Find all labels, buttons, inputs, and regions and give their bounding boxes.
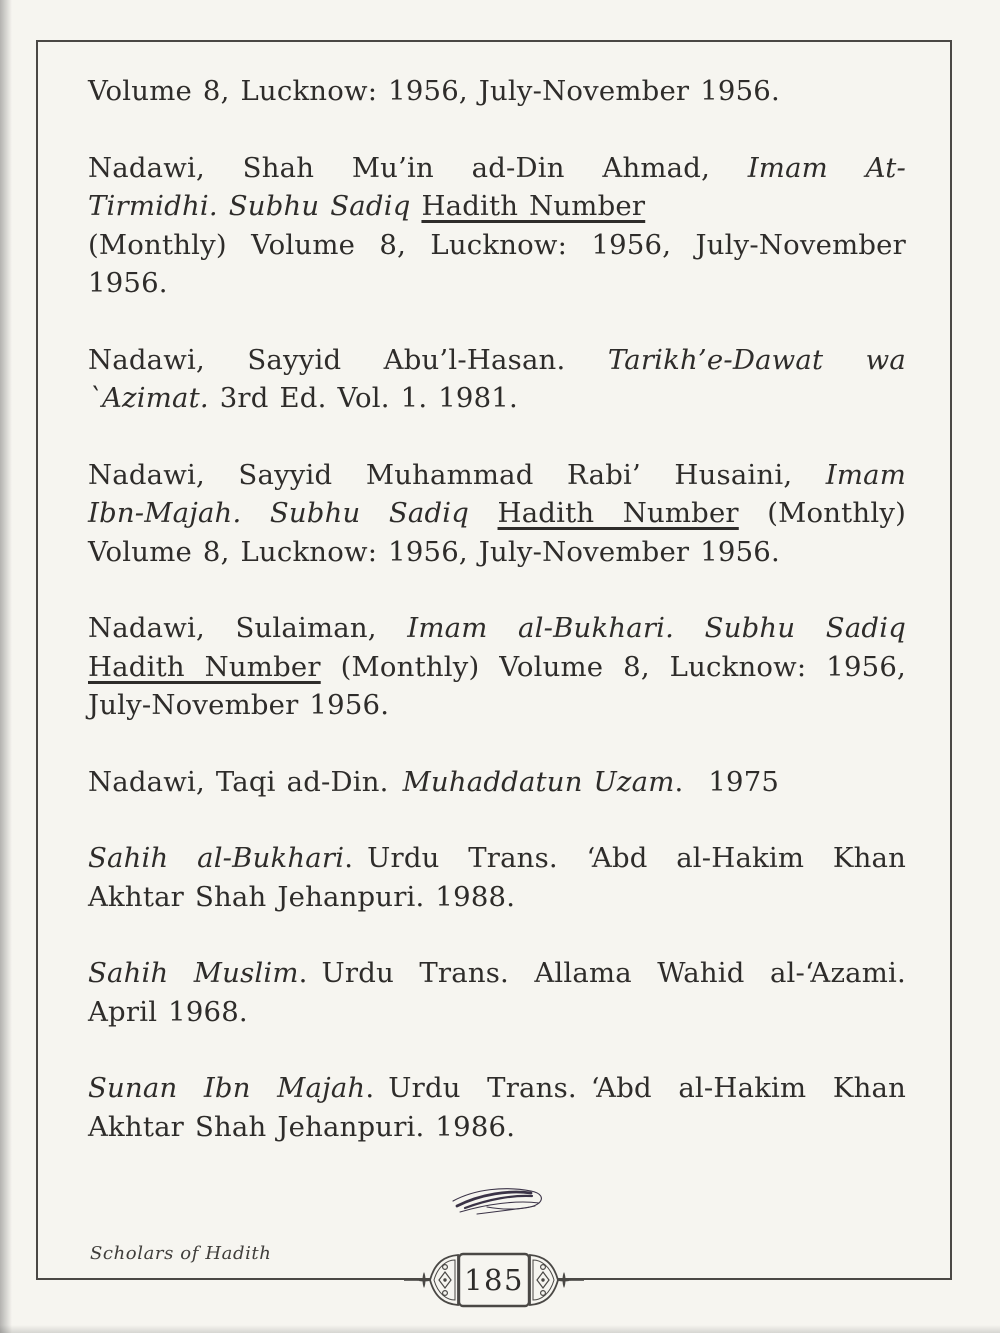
- page-border: [36, 40, 952, 1297]
- entry-line: 1956.: [88, 267, 168, 299]
- entry-line: Nadawi, Sayyid Abu’l-Hasan. Tarikh’e-Dawat wa: [88, 343, 907, 376]
- entry-line: Hadith Number (Monthly) Volume 8, Lucknow: 1956,: [88, 650, 906, 683]
- entry-line: Nadawi, Sulaiman, Imam al-Bukhari. Subhu Sadiq: [88, 612, 907, 644]
- bibliography-entry: [88, 149, 906, 303]
- bibliography: [88, 72, 906, 1229]
- entry-line: Nadawi, Shah Mu’in ad-Din Ahmad, Imam At-: [88, 151, 906, 184]
- entry-line: Akhtar Shah Jehanpuri. 1988.: [88, 880, 516, 913]
- bibliography-entry: [88, 954, 906, 1031]
- entry-line: Volume 8, Lucknow: 1956, July-November 1956.: [88, 535, 780, 568]
- scan-edge-shadow-left: [0, 0, 12, 1333]
- page-number-cartouche-icon: [404, 1247, 584, 1313]
- cartouche-shield-right: [530, 1255, 558, 1305]
- scan-edge-shadow-bottom: [0, 1325, 1000, 1333]
- bibliography-entry: [88, 72, 906, 111]
- entry-line: `Azimat. 3rd Ed. Vol. 1. 1981.: [88, 382, 518, 414]
- bibliography-entry: [88, 839, 906, 916]
- cartouche-shield-left: [430, 1255, 458, 1305]
- calligraphic-flourish-icon: [447, 1184, 547, 1218]
- page-number: 185: [464, 1263, 524, 1297]
- entry-line: April 1968.: [88, 995, 248, 1028]
- entry-line: Tirmidhi. Subhu Sadiq Hadith Number: [88, 190, 646, 222]
- entry-line: Sunan Ibn Majah. Urdu Trans. ‘Abd al-Hakim Khan: [88, 1072, 906, 1104]
- bibliography-entry: [88, 609, 906, 725]
- running-footer-book-title: Scholars of Hadith: [90, 1243, 272, 1264]
- bibliography-entry: [88, 456, 906, 572]
- bibliography-entry: [88, 341, 906, 418]
- bibliography-entry: [88, 763, 906, 802]
- entry-line: Volume 8, Lucknow: 1956, July-November 1956.: [88, 75, 780, 107]
- section-end-flourish: [88, 1184, 906, 1229]
- entry-line: July-November 1956.: [88, 689, 390, 721]
- entry-line: Akhtar Shah Jehanpuri. 1986.: [88, 1110, 516, 1143]
- entry-line: (Monthly) Volume 8, Lucknow: 1956, July-November: [88, 228, 906, 261]
- entry-line: Sahih Muslim. Urdu Trans. Allama Wahid al-‘Azami.: [88, 957, 906, 989]
- entry-line: Nadawi, Sayyid Muhammad Rabi’ Husaini, Imam: [88, 458, 906, 491]
- entry-line: Nadawi, Taqi ad-Din. Muhaddatun Uzam. 1975: [88, 765, 780, 798]
- bibliography-entry: [88, 1069, 906, 1146]
- entry-line: Ibn-Majah. Subhu Sadiq Hadith Number (Monthly): [88, 497, 906, 529]
- entry-line: Sahih al-Bukhari. Urdu Trans. ‘Abd al-Hakim Khan: [88, 842, 906, 874]
